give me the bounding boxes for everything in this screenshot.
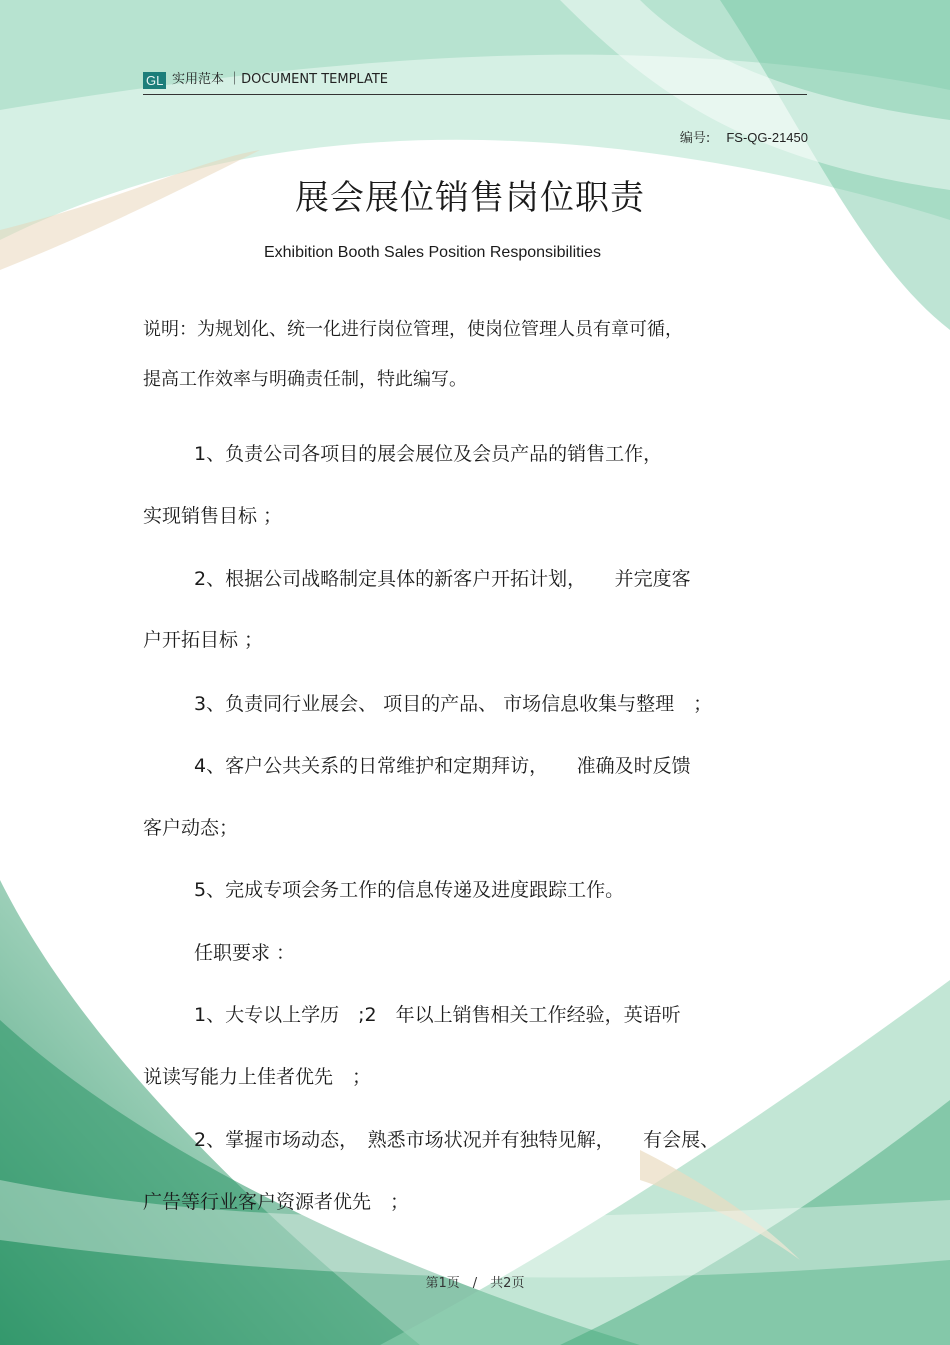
document-subtitle: Exhibition Booth Sales Position Responsibilities [263, 244, 602, 261]
duty-1-line-2: 实现销售目标 ； [143, 505, 283, 527]
duty-2-line-1: 2、根据公司战略制定具体的新客户开拓计划， 并完度客 [194, 568, 691, 590]
intro-line-2: 提高工作效率与明确责任制，特此编写。 [143, 369, 467, 390]
header-title: 实用范本 ｜DOCUMENT TEMPLATE [172, 72, 388, 87]
page-header [143, 70, 807, 95]
duty-4-line-2: 客户动态； [143, 817, 239, 839]
document-number [680, 127, 808, 146]
requirement-2-line-2: 广告等行业客户资源者优先 ； [143, 1191, 410, 1213]
brand-badge: GL [143, 72, 166, 89]
duty-5: 5、完成专项会务工作的信息传递及进度跟踪工作。 [194, 879, 625, 901]
requirement-1-line-1: 1、大专以上学历 ;2 年以上销售相关工作经验，英语听 [194, 1004, 681, 1026]
requirement-2-line-1: 2、掌握市场动态， 熟悉市场状况并有独特见解， 有会展、 [194, 1129, 720, 1151]
intro-line-1: 说明：为规划化、统一化进行岗位管理，使岗位管理人员有章可循， [143, 319, 683, 340]
duty-3: 3、负责同行业展会、 项目的产品、 市场信息收集与整理 ； [194, 693, 713, 715]
duty-4-line-1: 4、客户公共关系的日常维护和定期拜访， 准确及时反馈 [194, 755, 691, 777]
page-footer: 第1页 / 共2页 [425, 1276, 525, 1291]
document-title: 展会展位销售岗位职责 [295, 178, 645, 218]
requirements-heading: 任职要求 ： [194, 942, 296, 964]
document-number-value: FS-QG-21450 [726, 130, 808, 145]
duty-2-line-2: 户开拓目标 ； [143, 629, 264, 651]
duty-1-line-1: 1、负责公司各项目的展会展位及会员产品的销售工作， [194, 443, 663, 465]
requirement-1-line-2: 说读写能力上佳者优先 ； [143, 1066, 372, 1088]
document-number-label: 编号: [679, 131, 711, 146]
